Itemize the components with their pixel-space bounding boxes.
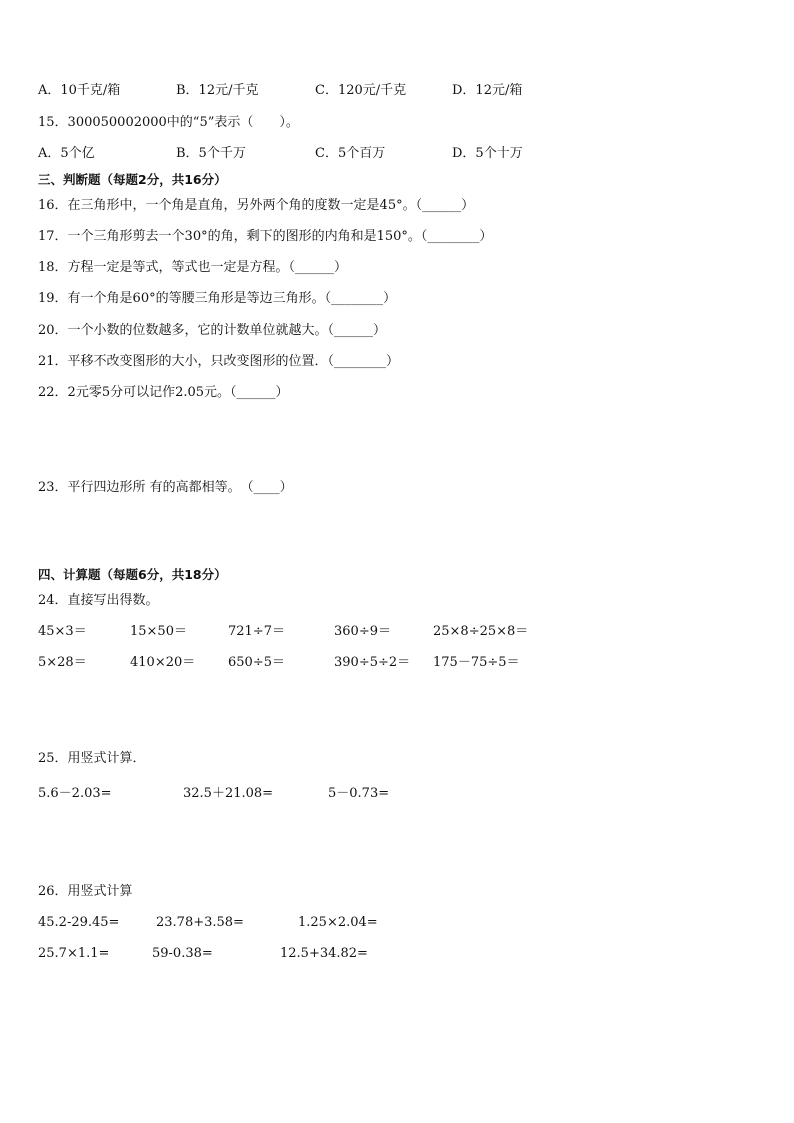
q26-expr: 59-0.38= bbox=[152, 946, 213, 961]
q15-option-d: D．5个十万 bbox=[452, 146, 523, 161]
q14-options bbox=[38, 82, 738, 100]
q24-expr: 15×50＝ bbox=[130, 624, 187, 639]
q15-option-c: C．5个百万 bbox=[315, 146, 386, 161]
section4-title: 四、计算题（每题6分，共18分） bbox=[38, 567, 227, 582]
q26-expr: 12.5+34.82= bbox=[280, 946, 368, 961]
q18: 18．方程一定是等式，等式也一定是方程。（______） bbox=[38, 260, 348, 275]
q24-row-1 bbox=[38, 623, 758, 641]
q25-stem: 25．用竖式计算． bbox=[38, 751, 146, 766]
q15-stem: 15．300050002000中的“5”表示（ ）。 bbox=[38, 115, 299, 130]
q24-expr: 410×20＝ bbox=[130, 655, 196, 670]
q26-row-2 bbox=[38, 945, 758, 963]
q21: 21．平移不改变图形的大小，只改变图形的位置．（________） bbox=[38, 354, 400, 369]
q25-expr: 32.5＋21.08= bbox=[183, 786, 274, 801]
q24-expr: 650÷5＝ bbox=[228, 655, 285, 670]
q14-option-c: C．120元/千克 bbox=[315, 83, 407, 98]
q26-row-1 bbox=[38, 914, 758, 932]
q24-expr: 175－75÷5＝ bbox=[433, 655, 520, 670]
q26-expr: 23.78+3.58= bbox=[156, 915, 244, 930]
q14-option-d: D．12元/箱 bbox=[452, 83, 523, 98]
q24-expr: 5×28＝ bbox=[38, 655, 87, 670]
q14-option-a: A．10千克/箱 bbox=[38, 83, 121, 98]
q25-row-1 bbox=[38, 785, 758, 803]
q23: 23．平行四边形所 有的高都相等。 （____） bbox=[38, 480, 293, 495]
q20: 20．一个小数的位数越多，它的计数单位就越大。（______） bbox=[38, 323, 387, 338]
q25-expr: 5.6－2.03= bbox=[38, 786, 112, 801]
q24-stem: 24．直接写出得数。 bbox=[38, 593, 159, 608]
section3-title: 三、判断题（每题2分，共16分） bbox=[38, 172, 227, 187]
q14-option-b: B．12元/千克 bbox=[176, 83, 259, 98]
q15-options bbox=[38, 145, 738, 163]
q17: 17．一个三角形剪去一个30°的角，剩下的图形的内角和是150°。（________） bbox=[38, 229, 493, 244]
q26-stem: 26．用竖式计算 bbox=[38, 884, 133, 899]
q16: 16．在三角形中，一个角是直角，另外两个角的度数一定是45°。（______） bbox=[38, 198, 475, 213]
q24-expr: 360÷9＝ bbox=[334, 624, 391, 639]
q15-option-b: B．5个千万 bbox=[176, 146, 246, 161]
q26-expr: 45.2-29.45= bbox=[38, 915, 120, 930]
q25-expr: 5－0.73= bbox=[328, 786, 390, 801]
q24-expr: 25×8÷25×8＝ bbox=[433, 624, 529, 639]
q24-row-2 bbox=[38, 654, 758, 672]
q22: 22．2元零5分可以记作2.05元。（______） bbox=[38, 385, 289, 400]
q26-expr: 1.25×2.04= bbox=[298, 915, 378, 930]
q24-expr: 721÷7＝ bbox=[228, 624, 285, 639]
q15-option-a: A．5个亿 bbox=[38, 146, 95, 161]
q19: 19．有一个角是60°的等腰三角形是等边三角形。（________） bbox=[38, 291, 397, 306]
q26-expr: 25.7×1.1= bbox=[38, 946, 110, 961]
q24-expr: 390÷5÷2＝ bbox=[334, 655, 411, 670]
q24-expr: 45×3＝ bbox=[38, 624, 87, 639]
